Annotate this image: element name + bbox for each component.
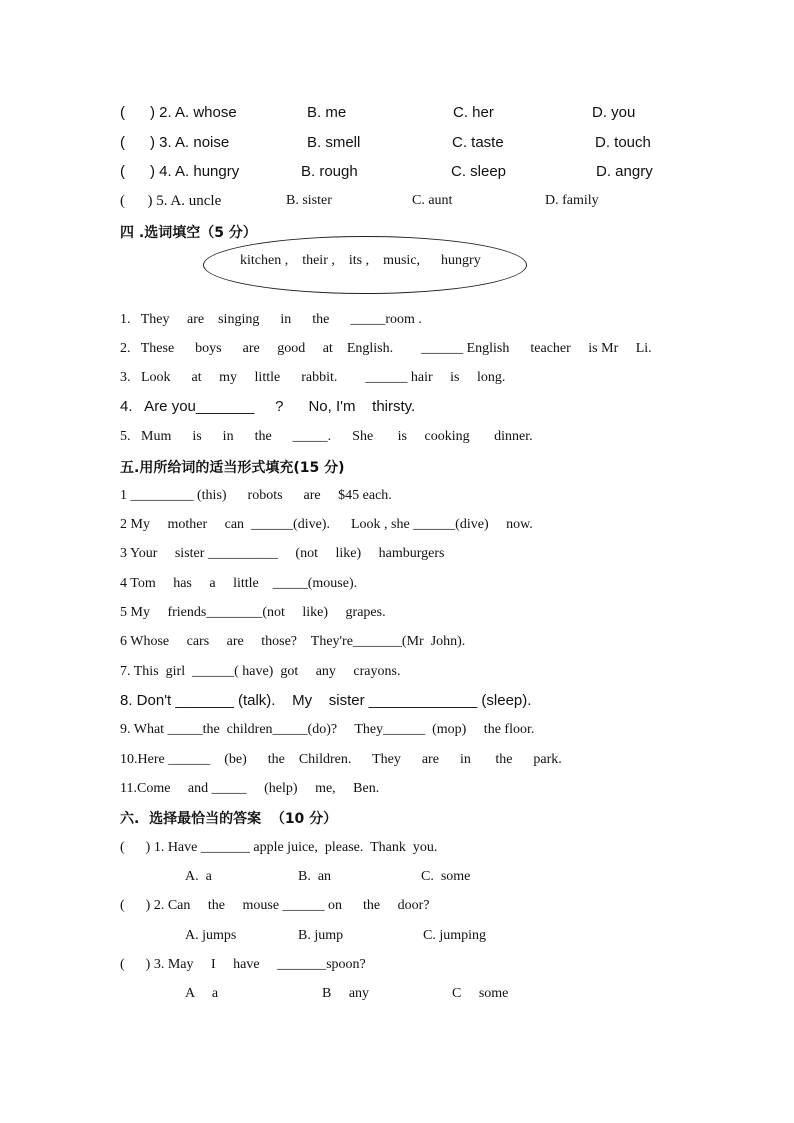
q6-2-option-c: C. jumping — [423, 928, 487, 943]
part5-item-11: 11.Come and _____ (help) me, Ben. — [120, 781, 380, 796]
part5-item-7: 7. This girl ______( have) got any crayons. — [120, 664, 401, 679]
part4-item-3: 3. Look at my little rabbit. ______ hair is long. — [120, 370, 506, 385]
q3-5-option-b: B. sister — [286, 193, 332, 208]
part5-heading: 五.用所给词的适当形式填充(15 分) — [120, 460, 345, 476]
q6-2-option-b: B. jump — [298, 928, 344, 943]
part6-heading: 六. 选择最恰当的答案 （10 分） — [120, 811, 338, 827]
q3-5-stem: ( ) 5. A. uncle — [120, 193, 222, 209]
q3-5-option-c: C. aunt — [412, 193, 453, 208]
q3-3-option-b: B. smell — [307, 134, 361, 151]
part4-item-1: 1. They are singing in the _____room . — [120, 312, 422, 327]
part5-item-5: 5 My friends________(not like) grapes. — [120, 605, 386, 620]
part5-item-10: 10.Here ______ (be) the Children. They are in the park. — [120, 752, 562, 767]
q6-1-option-b: B. an — [298, 869, 332, 884]
q3-2-option-b: B. me — [307, 104, 347, 121]
part4-item-5: 5. Mum is in the _____. She is cooking dinner. — [120, 429, 533, 444]
q3-4-option-d: D. angry — [596, 163, 653, 180]
q3-2-option-d: D. you — [592, 104, 636, 121]
q6-1-stem: ( ) 1. Have _______ apple juice, please. Thank you. — [120, 840, 438, 855]
q6-1-option-c: C. some — [421, 869, 471, 884]
q6-2-stem: ( ) 2. Can the mouse ______ on the door? — [120, 898, 430, 913]
q3-4-stem: ( ) 4. A. hungry — [120, 163, 240, 180]
q6-3-stem: ( ) 3. May I have _______spoon? — [120, 957, 366, 972]
q3-4-option-b: B. rough — [301, 163, 358, 180]
part5-item-4: 4 Tom has a little _____(mouse). — [120, 576, 358, 591]
q3-3-option-c: C. taste — [452, 134, 504, 151]
part5-item-9: 9. What _____the children_____(do)? They______ (mop) the floor. — [120, 722, 535, 737]
part4-heading: 四 .选词填空（5 分） — [120, 225, 257, 241]
part4-item-4: 4. Are you_______ ? No, I'm thirsty. — [120, 398, 416, 415]
q3-2-option-c: C. her — [453, 104, 494, 121]
q6-2-option-a: A. jumps — [185, 928, 237, 943]
part5-item-3: 3 Your sister __________ (not like) hamburgers — [120, 546, 445, 561]
q6-3-option-c: C some — [452, 986, 509, 1001]
part5-item-2: 2 My mother can ______(dive). Look , she ______(dive) now. — [120, 517, 533, 532]
part5-item-1: 1 _________ (this) robots are $45 each. — [120, 488, 392, 503]
q3-2-stem: ( ) 2. A. whose — [120, 104, 237, 121]
part5-item-6: 6 Whose cars are those? They're_______(Mr John). — [120, 634, 466, 649]
part4-item-2: 2. These boys are good at English. ______ English teacher is Mr Li. — [120, 341, 652, 356]
q6-3-option-b: B any — [322, 986, 370, 1001]
q3-5-option-d: D. family — [545, 193, 599, 208]
q3-3-stem: ( ) 3. A. noise — [120, 134, 230, 151]
q6-3-option-a: A a — [185, 986, 219, 1001]
q3-4-option-c: C. sleep — [451, 163, 507, 180]
word-box-words: kitchen , their , its , music, hungry — [240, 253, 481, 268]
q3-3-option-d: D. touch — [595, 134, 651, 151]
q6-1-option-a: A. a — [185, 869, 212, 884]
part5-item-8: 8. Don't _______ (talk). My sister _____________ (sleep). — [120, 692, 532, 709]
